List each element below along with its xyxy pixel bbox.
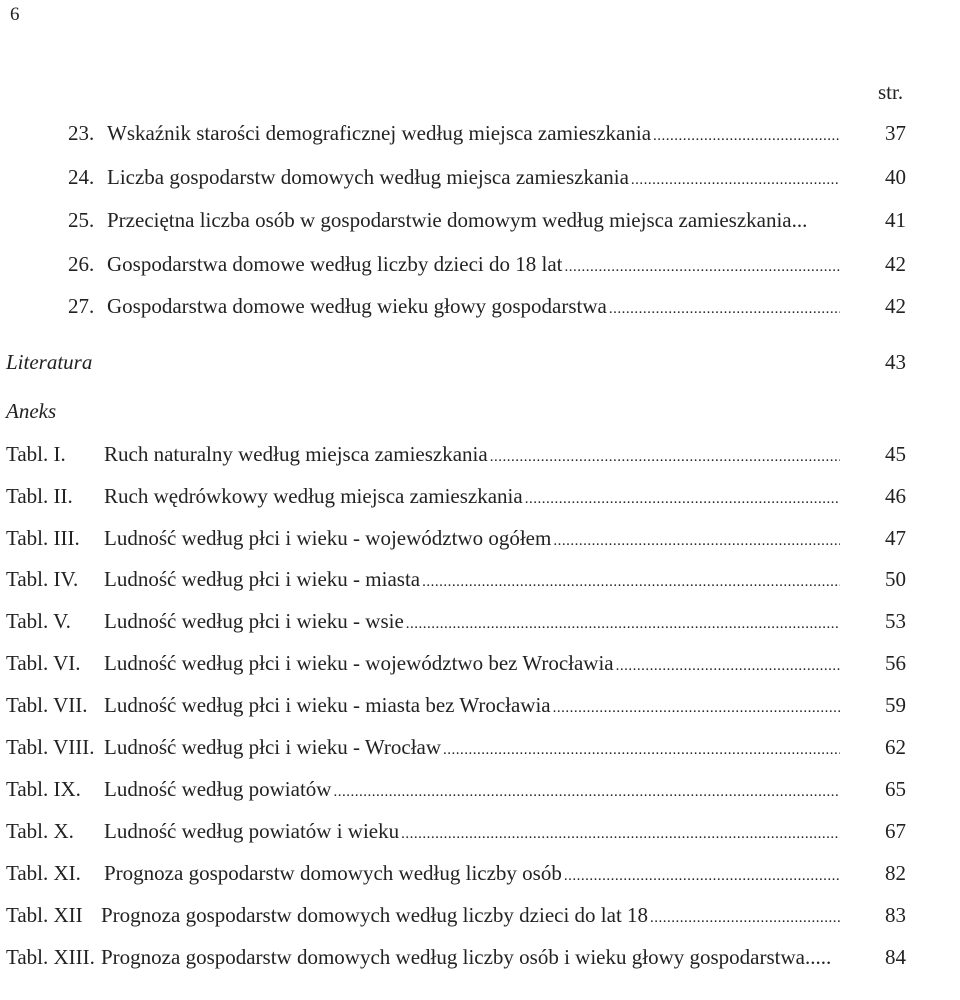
toc-number: Tabl. II. — [6, 484, 73, 508]
toc-row — [0, 901, 960, 929]
toc-page: 84 — [885, 945, 906, 969]
toc-leader — [490, 443, 840, 471]
toc-number: Tabl. XI. — [6, 861, 81, 885]
toc-page: 56 — [885, 651, 906, 675]
toc-title-line — [104, 524, 840, 555]
toc-title-line — [107, 206, 840, 234]
toc-leader — [616, 652, 840, 680]
toc-number: Tabl. IV. — [6, 567, 79, 591]
toc-title: Ruch naturalny według miejsca zamieszkania — [104, 442, 488, 466]
toc-title-line — [101, 901, 840, 932]
toc-row — [0, 206, 960, 234]
toc-title: Prognoza gospodarstw domowych według liczby dzieci do lat 18 — [101, 903, 649, 927]
toc-number: Tabl. XIII. — [6, 945, 95, 969]
toc-number: Tabl. XII — [6, 903, 83, 927]
toc-number: 23. — [68, 121, 95, 145]
toc-page: 37 — [885, 121, 906, 145]
toc-leader — [443, 736, 840, 764]
toc-leader — [650, 904, 840, 932]
toc-title-line — [104, 565, 840, 596]
toc-number: 26. — [68, 252, 95, 276]
toc-page: 45 — [885, 442, 906, 466]
section-heading-aneks: Aneks — [6, 399, 57, 423]
toc-leader — [564, 253, 840, 281]
toc-row — [0, 691, 960, 719]
toc-page: 67 — [885, 819, 906, 843]
toc-page: 41 — [885, 208, 906, 232]
toc-page: 47 — [885, 526, 906, 550]
toc-leader — [422, 568, 840, 596]
toc-row — [0, 649, 960, 677]
toc-title-line — [104, 859, 840, 890]
toc-number: Tabl. X. — [6, 819, 74, 843]
toc-title: Ludność według płci i wieku - województwo ogółem — [104, 526, 552, 550]
toc-title-line — [104, 482, 840, 513]
toc-title-line — [107, 250, 840, 281]
toc-page: 65 — [885, 777, 906, 801]
toc-title: Przeciętna liczba osób w gospodarstwie domowym według miejsca zamieszkania... — [107, 208, 808, 232]
toc-number: Tabl. V. — [6, 609, 71, 633]
page-number: 6 — [10, 4, 20, 25]
toc-title: Ludność według płci i wieku - miasta — [104, 567, 421, 591]
toc-leader — [553, 527, 840, 555]
toc-page: 62 — [885, 735, 906, 759]
toc-page: 42 — [885, 294, 906, 318]
toc-leader — [525, 485, 840, 513]
toc-row — [0, 943, 960, 971]
toc-number: 25. — [68, 208, 95, 232]
toc-number: Tabl. I. — [6, 442, 66, 466]
section-page-literatura: 43 — [885, 350, 906, 374]
toc-title-line — [104, 691, 840, 722]
toc-row — [0, 250, 960, 278]
toc-page: 50 — [885, 567, 906, 591]
toc-row — [0, 607, 960, 635]
toc-row — [0, 119, 960, 147]
toc-number: Tabl. VI. — [6, 651, 81, 675]
toc-leader — [653, 122, 840, 150]
toc-number: 27. — [68, 294, 95, 318]
toc-leader — [401, 820, 840, 848]
toc-leader — [631, 166, 840, 194]
section-heading-literatura: Literatura — [6, 350, 93, 374]
toc-title: Liczba gospodarstw domowych według miejsca zamieszkania — [107, 165, 629, 189]
toc-title-line — [107, 292, 840, 323]
toc-page: 46 — [885, 484, 906, 508]
toc-title: Ludność według powiatów — [104, 777, 332, 801]
toc-leader — [406, 610, 840, 638]
toc-title: Ludność według płci i wieku - wsie — [104, 609, 404, 633]
toc-title-line — [104, 649, 840, 680]
toc-row — [0, 163, 960, 191]
toc-leader — [333, 778, 840, 806]
toc-title: Prognoza gospodarstw domowych według liczby osób — [104, 861, 562, 885]
toc-title: Ludność według płci i wieku - Wrocław — [104, 735, 442, 759]
toc-page: 53 — [885, 609, 906, 633]
toc-row — [0, 440, 960, 468]
toc-title: Gospodarstwa domowe według liczby dzieci do 18 lat — [107, 252, 563, 276]
toc-number: Tabl. VIII. — [6, 735, 95, 759]
toc-row — [0, 733, 960, 761]
toc-number: 24. — [68, 165, 95, 189]
toc-leader — [609, 295, 840, 323]
toc-row — [0, 524, 960, 552]
toc-number: Tabl. IX. — [6, 777, 81, 801]
toc-row — [0, 482, 960, 510]
toc-title-line — [104, 775, 840, 806]
toc-title-line — [107, 119, 840, 150]
toc-page: 83 — [885, 903, 906, 927]
toc-leader — [564, 862, 840, 890]
toc-title: Ludność według płci i wieku - województwo bez Wrocławia — [104, 651, 614, 675]
toc-title: Ruch wędrówkowy według miejsca zamieszkania — [104, 484, 523, 508]
toc-row — [0, 817, 960, 845]
toc-row — [0, 775, 960, 803]
toc-number: Tabl. VII. — [6, 693, 88, 717]
toc-row — [0, 859, 960, 887]
toc-page: 82 — [885, 861, 906, 885]
toc-title: Ludność według płci i wieku - miasta bez Wrocławia — [104, 693, 551, 717]
toc-page: 40 — [885, 165, 906, 189]
toc-row — [0, 565, 960, 593]
toc-row — [0, 292, 960, 320]
toc-title-line — [101, 943, 840, 971]
toc-page: 42 — [885, 252, 906, 276]
toc-title: Gospodarstwa domowe według wieku głowy gospodarstwa — [107, 294, 607, 318]
toc-page: 59 — [885, 693, 906, 717]
page-column-header: str. — [878, 80, 904, 104]
toc-title: Prognoza gospodarstw domowych według liczby osób i wieku głowy gospodarstwa..... — [101, 945, 832, 969]
toc-title: Wskaźnik starości demograficznej według miejsca zamieszkania — [107, 121, 652, 145]
toc-title-line — [104, 733, 840, 764]
toc-number: Tabl. III. — [6, 526, 80, 550]
toc-title: Ludność według powiatów i wieku — [104, 819, 400, 843]
toc-title-line — [104, 817, 840, 848]
toc-title-line — [104, 607, 840, 638]
toc-title-line — [104, 440, 840, 471]
toc-leader — [553, 694, 840, 722]
toc-title-line — [107, 163, 840, 194]
